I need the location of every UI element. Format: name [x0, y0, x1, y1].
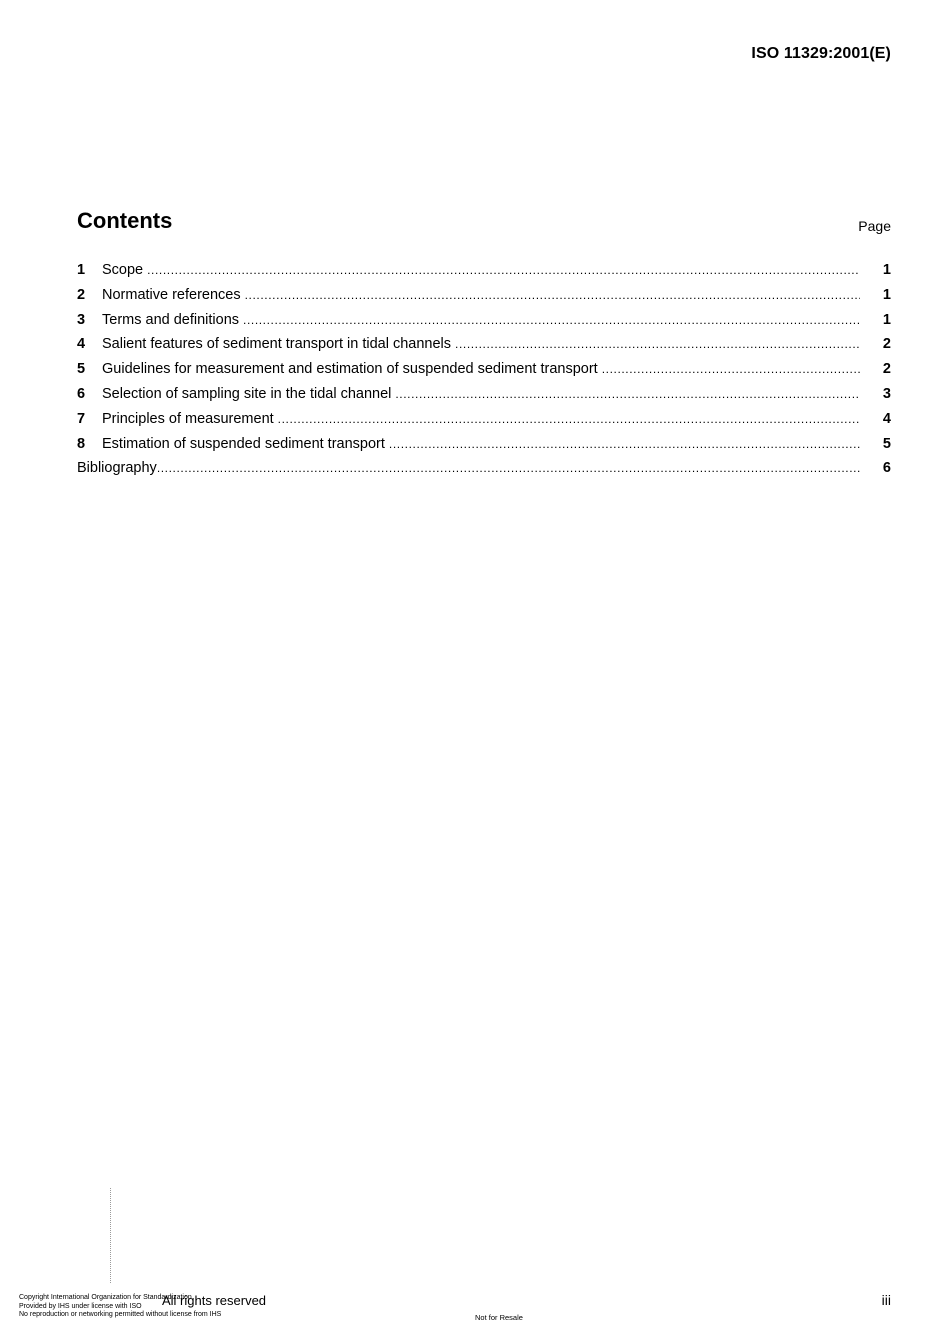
- toc-entry-page: 1: [882, 286, 891, 303]
- toc-entry-title: Terms and definitions: [102, 311, 240, 328]
- toc-dot-leader: [157, 461, 860, 475]
- toc-entry-page: 5: [882, 435, 891, 452]
- toc-entry-title: Guidelines for measurement and estimation of suspended sediment transport: [102, 361, 598, 378]
- toc-entry-principles-of-measurement[interactable]: [77, 411, 891, 436]
- toc-entry-page: 2: [882, 336, 891, 353]
- toc-page-label: Page: [858, 218, 891, 234]
- footer-rights-reserved: All rights reserved: [162, 1293, 267, 1308]
- toc-entry-number: 3: [77, 311, 86, 328]
- toc-entry-title: Estimation of suspended sediment transport: [102, 435, 385, 452]
- toc-entry-page: 6: [882, 460, 891, 477]
- toc-dot-leader: [147, 263, 860, 277]
- copyright-line: No reproduction or networking permitted without license from IHS: [19, 1311, 222, 1318]
- toc-entry-estimation[interactable]: [77, 436, 891, 461]
- toc-entry-title: Normative references: [102, 286, 241, 303]
- toc-entry-normative-references[interactable]: [77, 287, 891, 312]
- toc-dot-leader: [389, 437, 860, 451]
- toc-dot-leader: [602, 362, 860, 376]
- toc-entry-number: 2: [77, 286, 86, 303]
- toc-entry-page: 3: [882, 385, 891, 402]
- toc-entry-sampling-site[interactable]: [77, 386, 891, 411]
- toc-header: [77, 208, 891, 238]
- toc-entry-number: 4: [77, 336, 86, 353]
- document-id: ISO 11329:2001(E): [751, 45, 891, 62]
- toc-entry-number: 7: [77, 410, 86, 427]
- toc-entry-page: 2: [882, 361, 891, 378]
- toc-entry-number: 1: [77, 262, 86, 278]
- toc-entry-scope[interactable]: [77, 262, 891, 287]
- toc-dot-leader: [278, 412, 860, 426]
- toc-dot-leader: [395, 387, 860, 401]
- toc-dot-leader: [455, 337, 860, 351]
- toc-title: Contents: [77, 208, 173, 233]
- footer-page-number: iii: [881, 1292, 891, 1308]
- toc-entry-title: Bibliography: [77, 460, 157, 477]
- toc-entry-title: Principles of measurement: [102, 410, 274, 427]
- toc-list: [77, 262, 891, 485]
- toc-entry-page: 1: [882, 262, 891, 278]
- side-dotted-mark: [110, 1188, 115, 1283]
- copyright-line: Provided by IHS under license with ISO: [19, 1302, 142, 1310]
- toc-entry-terms-and-definitions[interactable]: [77, 312, 891, 337]
- toc-entry-number: 5: [77, 361, 86, 378]
- toc-entry-salient-features[interactable]: [77, 336, 891, 361]
- toc-entry-title: Selection of sampling site in the tidal channel: [102, 385, 392, 402]
- toc-entry-guidelines[interactable]: [77, 361, 891, 386]
- toc-dot-leader: [245, 288, 860, 302]
- toc-dot-leader: [243, 313, 860, 327]
- toc-entry-number: 8: [77, 435, 86, 452]
- toc-entry-title: Salient features of sediment transport in tidal channels: [102, 336, 452, 353]
- toc-entry-page: 4: [882, 410, 891, 427]
- toc-entry-number: 6: [77, 385, 86, 402]
- toc-entry-bibliography[interactable]: [77, 460, 891, 485]
- footer-not-for-resale: Not for Resale: [475, 1313, 523, 1322]
- copyright-line: Copyright International Organization for Standardization: [19, 1294, 192, 1301]
- toc-entry-title: Scope: [102, 262, 144, 278]
- toc-entry-page: 1: [882, 311, 891, 328]
